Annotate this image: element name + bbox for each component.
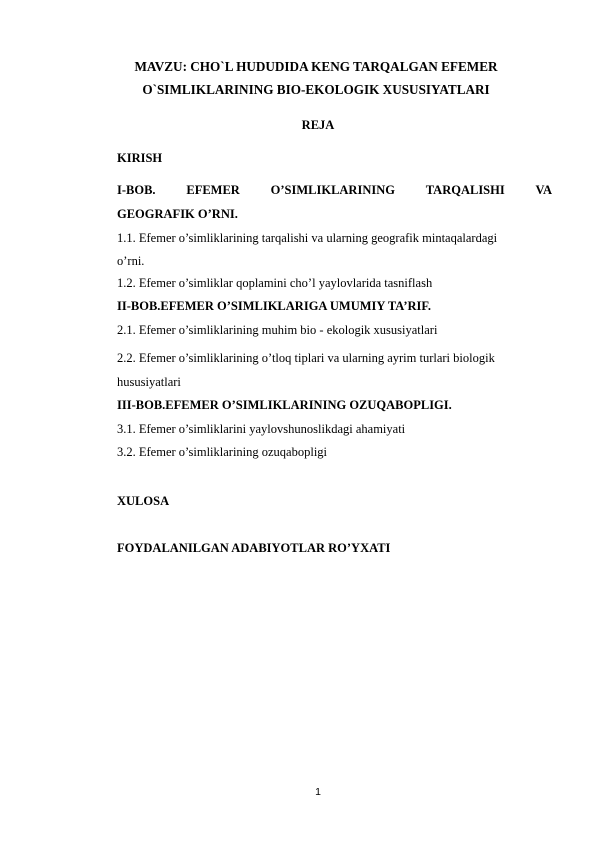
chapter-1-word: VA <box>535 183 552 197</box>
plan-heading: REJA <box>301 118 335 132</box>
page-number: 1 <box>315 786 321 798</box>
chapter-1-word: TARQALISHI <box>425 183 505 197</box>
chapter-1-word: EFEMER <box>186 183 240 197</box>
chapter-1-word: O’SIMLIKLARINING <box>270 183 395 197</box>
conclusion-heading: XULOSA <box>117 494 170 508</box>
document-title-line-2: O`SIMLIKLARINING BIO-EKOLOGIK XUSUSIYATLARI <box>142 82 490 97</box>
chapter-1-word: I-BOB. <box>117 183 156 197</box>
chapter-1-heading <box>117 182 552 198</box>
section-1-1-line-1: 1.1. Efemer o’simliklarining tarqalishi va ularning geografik mintaqalardagi <box>117 231 498 245</box>
section-2-2-line-2: hususiyatlari <box>117 375 181 389</box>
section-3-2: 3.2. Efemer o’simliklarining ozuqabopligi <box>117 445 328 459</box>
document-title-line-1: MAVZU: CHO`L HUDUDIDA KENG TARQALGAN EFEMER <box>134 59 498 74</box>
section-2-1: 2.1. Efemer o’simliklarining muhim bio - ekologik xususiyatlari <box>117 323 438 337</box>
chapter-3-heading: III-BOB.EFEMER O’SIMLIKLARINING OZUQABOPLIGI. <box>117 398 452 412</box>
chapter-2-heading: II-BOB.EFEMER O’SIMLIKLARIGA UMUMIY TA’RIF. <box>117 299 432 313</box>
chapter-1-heading-continuation: GEOGRAFIK O’RNI. <box>117 207 238 221</box>
intro-heading: KIRISH <box>117 151 163 165</box>
section-1-1-line-2: o’rni. <box>117 254 145 268</box>
section-1-2: 1.2. Efemer o’simliklar qoplamini cho’l yaylovlarida tasniflash <box>117 276 433 290</box>
section-2-2-line-1: 2.2. Efemer o’simliklarining o’tloq tiplari va ularning ayrim turlari biologik <box>117 351 495 365</box>
section-3-1: 3.1. Efemer o’simliklarini yaylovshunoslikdagi ahamiyati <box>117 422 406 436</box>
references-heading: FOYDALANILGAN ADABIYOTLAR RO’YXATI <box>117 541 391 555</box>
